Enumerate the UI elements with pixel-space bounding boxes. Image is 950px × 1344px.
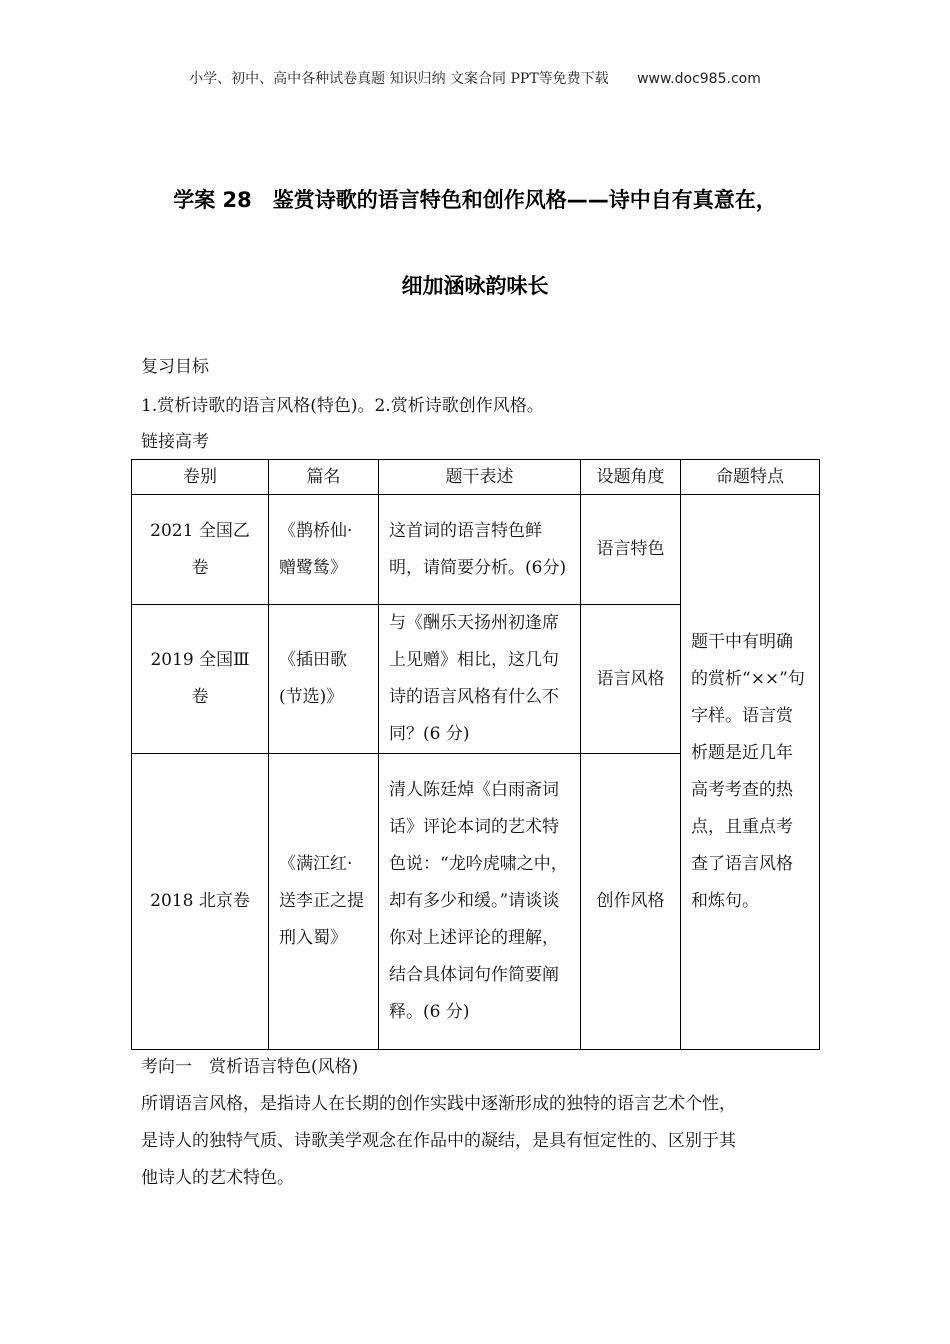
cell-juan: 2021 全国乙卷 bbox=[132, 495, 269, 605]
review-heading: 复习目标 bbox=[141, 357, 209, 377]
link-heading: 链接高考 bbox=[141, 432, 209, 452]
header-pian: 篇名 bbox=[269, 460, 379, 495]
cell-feature: 题干中有明确的赏析“××”句字样。语言赏析题是近几年高考考查的热点，且重点考查了语言风格和炼句。 bbox=[681, 495, 820, 1050]
cell-pian: 《插田歌(节选)》 bbox=[269, 605, 379, 754]
exam-table bbox=[131, 459, 820, 1050]
header-site[interactable]: www.doc985.com bbox=[637, 71, 761, 87]
cell-jiaodu: 创作风格 bbox=[581, 754, 681, 1050]
cell-tigan: 与《酬乐天扬州初逢席上见赠》相比，这几句诗的语言风格有什么不同？(6 分) bbox=[379, 605, 581, 754]
title-line-2: 细加涵咏韵味长 bbox=[401, 274, 549, 298]
section-line-2: 是诗人的独特气质、诗歌美学观念在作品中的凝结，是具有恒定性的、区别于其 bbox=[141, 1131, 736, 1151]
cell-pian: 《鹊桥仙·赠鹭鸶》 bbox=[269, 495, 379, 605]
review-goals: 1.赏析诗歌的语言风格(特色)。2.赏析诗歌创作风格。 bbox=[141, 396, 544, 416]
cell-juan: 2018 北京卷 bbox=[132, 754, 269, 1050]
cell-tigan: 这首词的语言特色鲜明，请简要分析。(6分) bbox=[379, 495, 581, 605]
header-jiaodu: 设题角度 bbox=[581, 460, 681, 495]
table-row bbox=[132, 495, 820, 605]
table-header-row bbox=[132, 460, 820, 495]
section-line-3: 他诗人的艺术特色。 bbox=[141, 1168, 294, 1188]
cell-jiaodu: 语言特色 bbox=[581, 495, 681, 605]
header-juan: 卷别 bbox=[132, 460, 269, 495]
header-tigan: 题干表述 bbox=[379, 460, 581, 495]
section-line-1: 所谓语言风格，是指诗人在长期的创作实践中逐渐形成的独特的语言艺术个性， bbox=[141, 1094, 736, 1114]
title-line-1: 学案 28 鉴赏诗歌的语言特色和创作风格——诗中自有真意在， bbox=[173, 188, 777, 212]
header-tedian: 命题特点 bbox=[681, 460, 820, 495]
page-header bbox=[0, 68, 950, 88]
header-text: 小学、初中、高中各种试卷真题 知识归纳 文案合同 PPT等免费下载 bbox=[189, 71, 609, 87]
cell-juan: 2019 全国Ⅲ卷 bbox=[132, 605, 269, 754]
section-heading: 考向一 赏析语言特色(风格) bbox=[141, 1057, 359, 1077]
cell-pian: 《满江红·送李正之提刑入蜀》 bbox=[269, 754, 379, 1050]
cell-tigan: 清人陈廷焯《白雨斋词话》评论本词的艺术特色说：“龙吟虎啸之中，却有多少和缓。”请谈谈你对上述评论的理解，结合具体词句作简要阐释。(6 分) bbox=[379, 754, 581, 1050]
cell-jiaodu: 语言风格 bbox=[581, 605, 681, 754]
